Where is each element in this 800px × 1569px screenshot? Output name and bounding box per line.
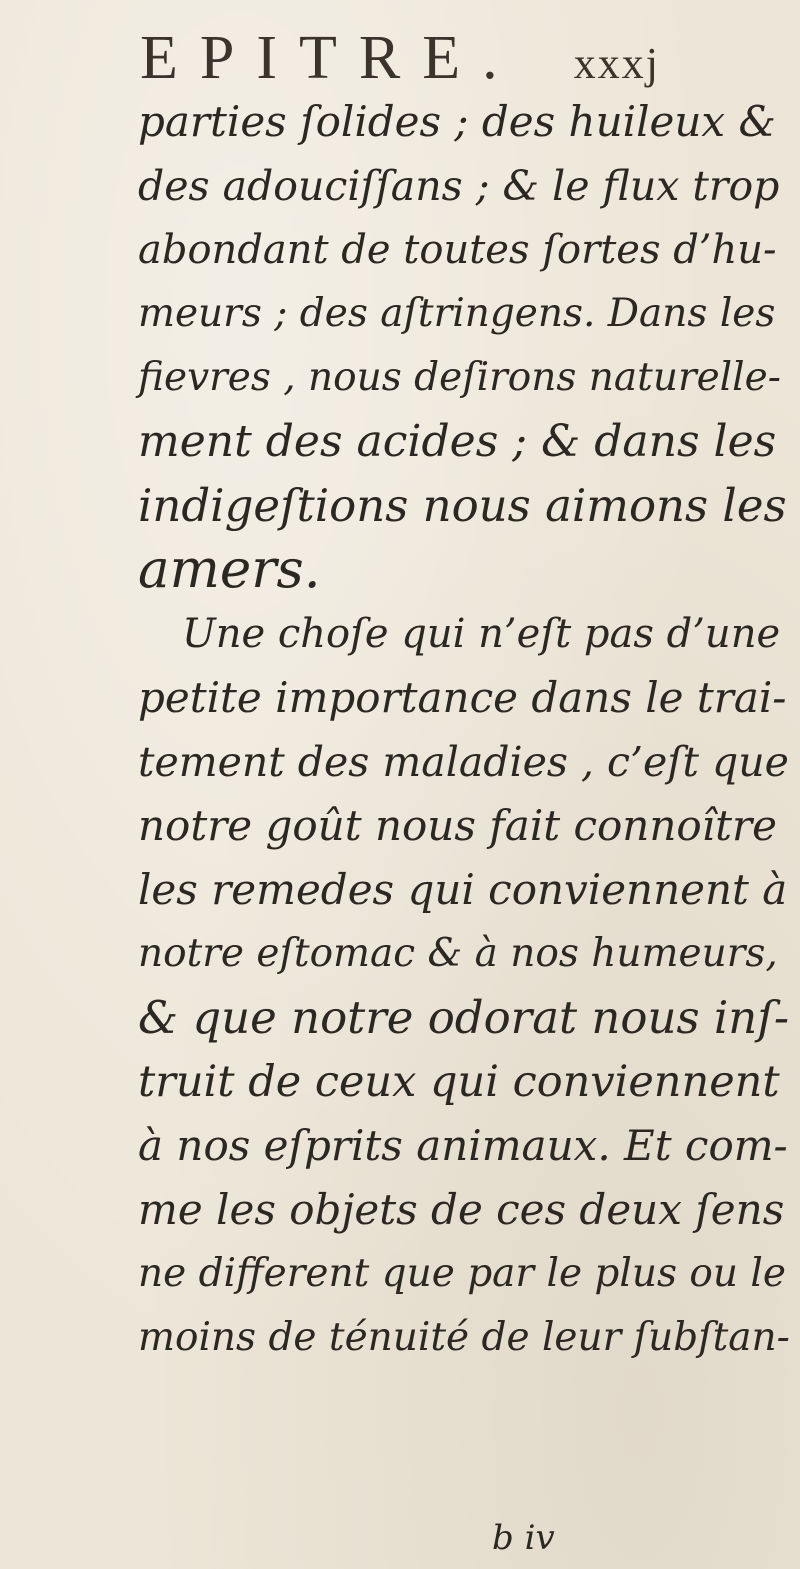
text-line: notre eſtomac & à nos humeurs,	[138, 931, 778, 976]
text-line: à nos eſprits animaux. Et com-	[138, 1121, 788, 1170]
text-line: & que notre odorat nous inſ-	[138, 991, 790, 1044]
text-line: notre goût nous fait connoître	[138, 801, 777, 850]
text-line: meurs ; des aſtringens. Dans les	[138, 291, 776, 336]
text-line: petite importance dans le trai-	[138, 673, 787, 722]
text-line: parties ſolides ; des huileux &	[138, 97, 776, 146]
text-line: ment des acides ; & dans les	[138, 416, 777, 467]
text-line: abondant de toutes ſortes d’hu-	[138, 227, 777, 273]
text-line: indigeſtions nous aimons les	[138, 479, 787, 532]
text-line: amers.	[138, 539, 321, 600]
folio-number: xxxj	[573, 39, 660, 88]
running-head	[140, 24, 660, 92]
text-line: me les objets de ces deux ſens	[138, 1185, 785, 1234]
signature-mark: b iv	[492, 1518, 555, 1558]
text-line: moins de ténuité de leur ſubſtan-	[138, 1315, 790, 1360]
text-line: les remedes qui conviennent à	[138, 865, 788, 914]
text-line: des adouciſſans ; & le flux trop	[138, 162, 780, 210]
text-line: fievres , nous deſirons naturelle-	[138, 355, 781, 400]
text-line: ne different que par le plus ou le	[138, 1251, 786, 1296]
paragraph-start-line: Une choſe qui n’eſt pas d’une	[182, 611, 781, 657]
text-line: truit de ceux qui conviennent	[138, 1057, 780, 1107]
text-line: tement des maladies , c’eſt que	[138, 738, 789, 786]
running-title: EPITRE.	[140, 24, 520, 92]
